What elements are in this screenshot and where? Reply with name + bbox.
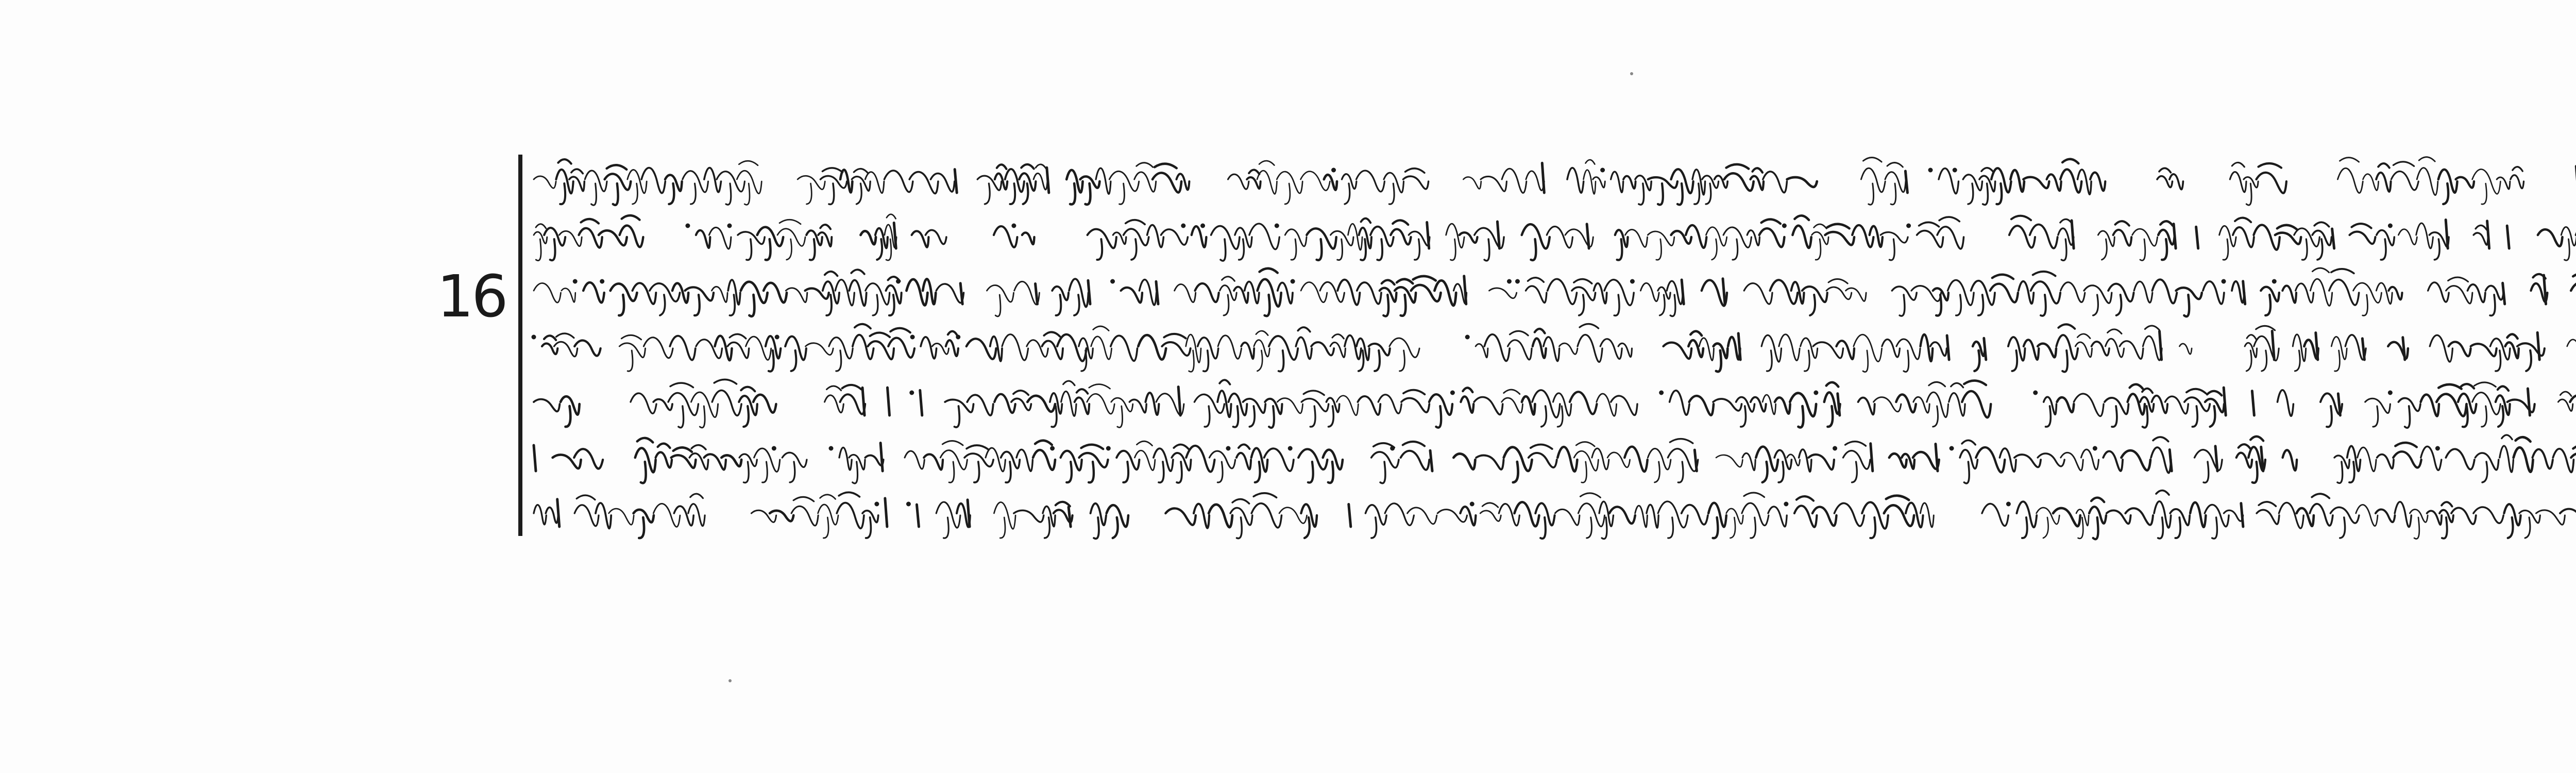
script-line-5 bbox=[529, 377, 2576, 439]
paper-speck bbox=[728, 679, 732, 682]
script-line-1 bbox=[529, 155, 2576, 216]
paper-speck bbox=[1630, 72, 1633, 75]
script-line-4 bbox=[529, 322, 2576, 383]
handwritten-script-lines bbox=[529, 155, 2576, 546]
script-line-2 bbox=[529, 210, 2576, 272]
left-margin-rule bbox=[518, 155, 522, 536]
manuscript-text-block bbox=[518, 155, 2576, 551]
script-line-6 bbox=[529, 433, 2576, 495]
folio-number: 16 bbox=[437, 263, 506, 330]
script-line-3 bbox=[529, 266, 2576, 328]
script-line-7 bbox=[529, 489, 2576, 550]
